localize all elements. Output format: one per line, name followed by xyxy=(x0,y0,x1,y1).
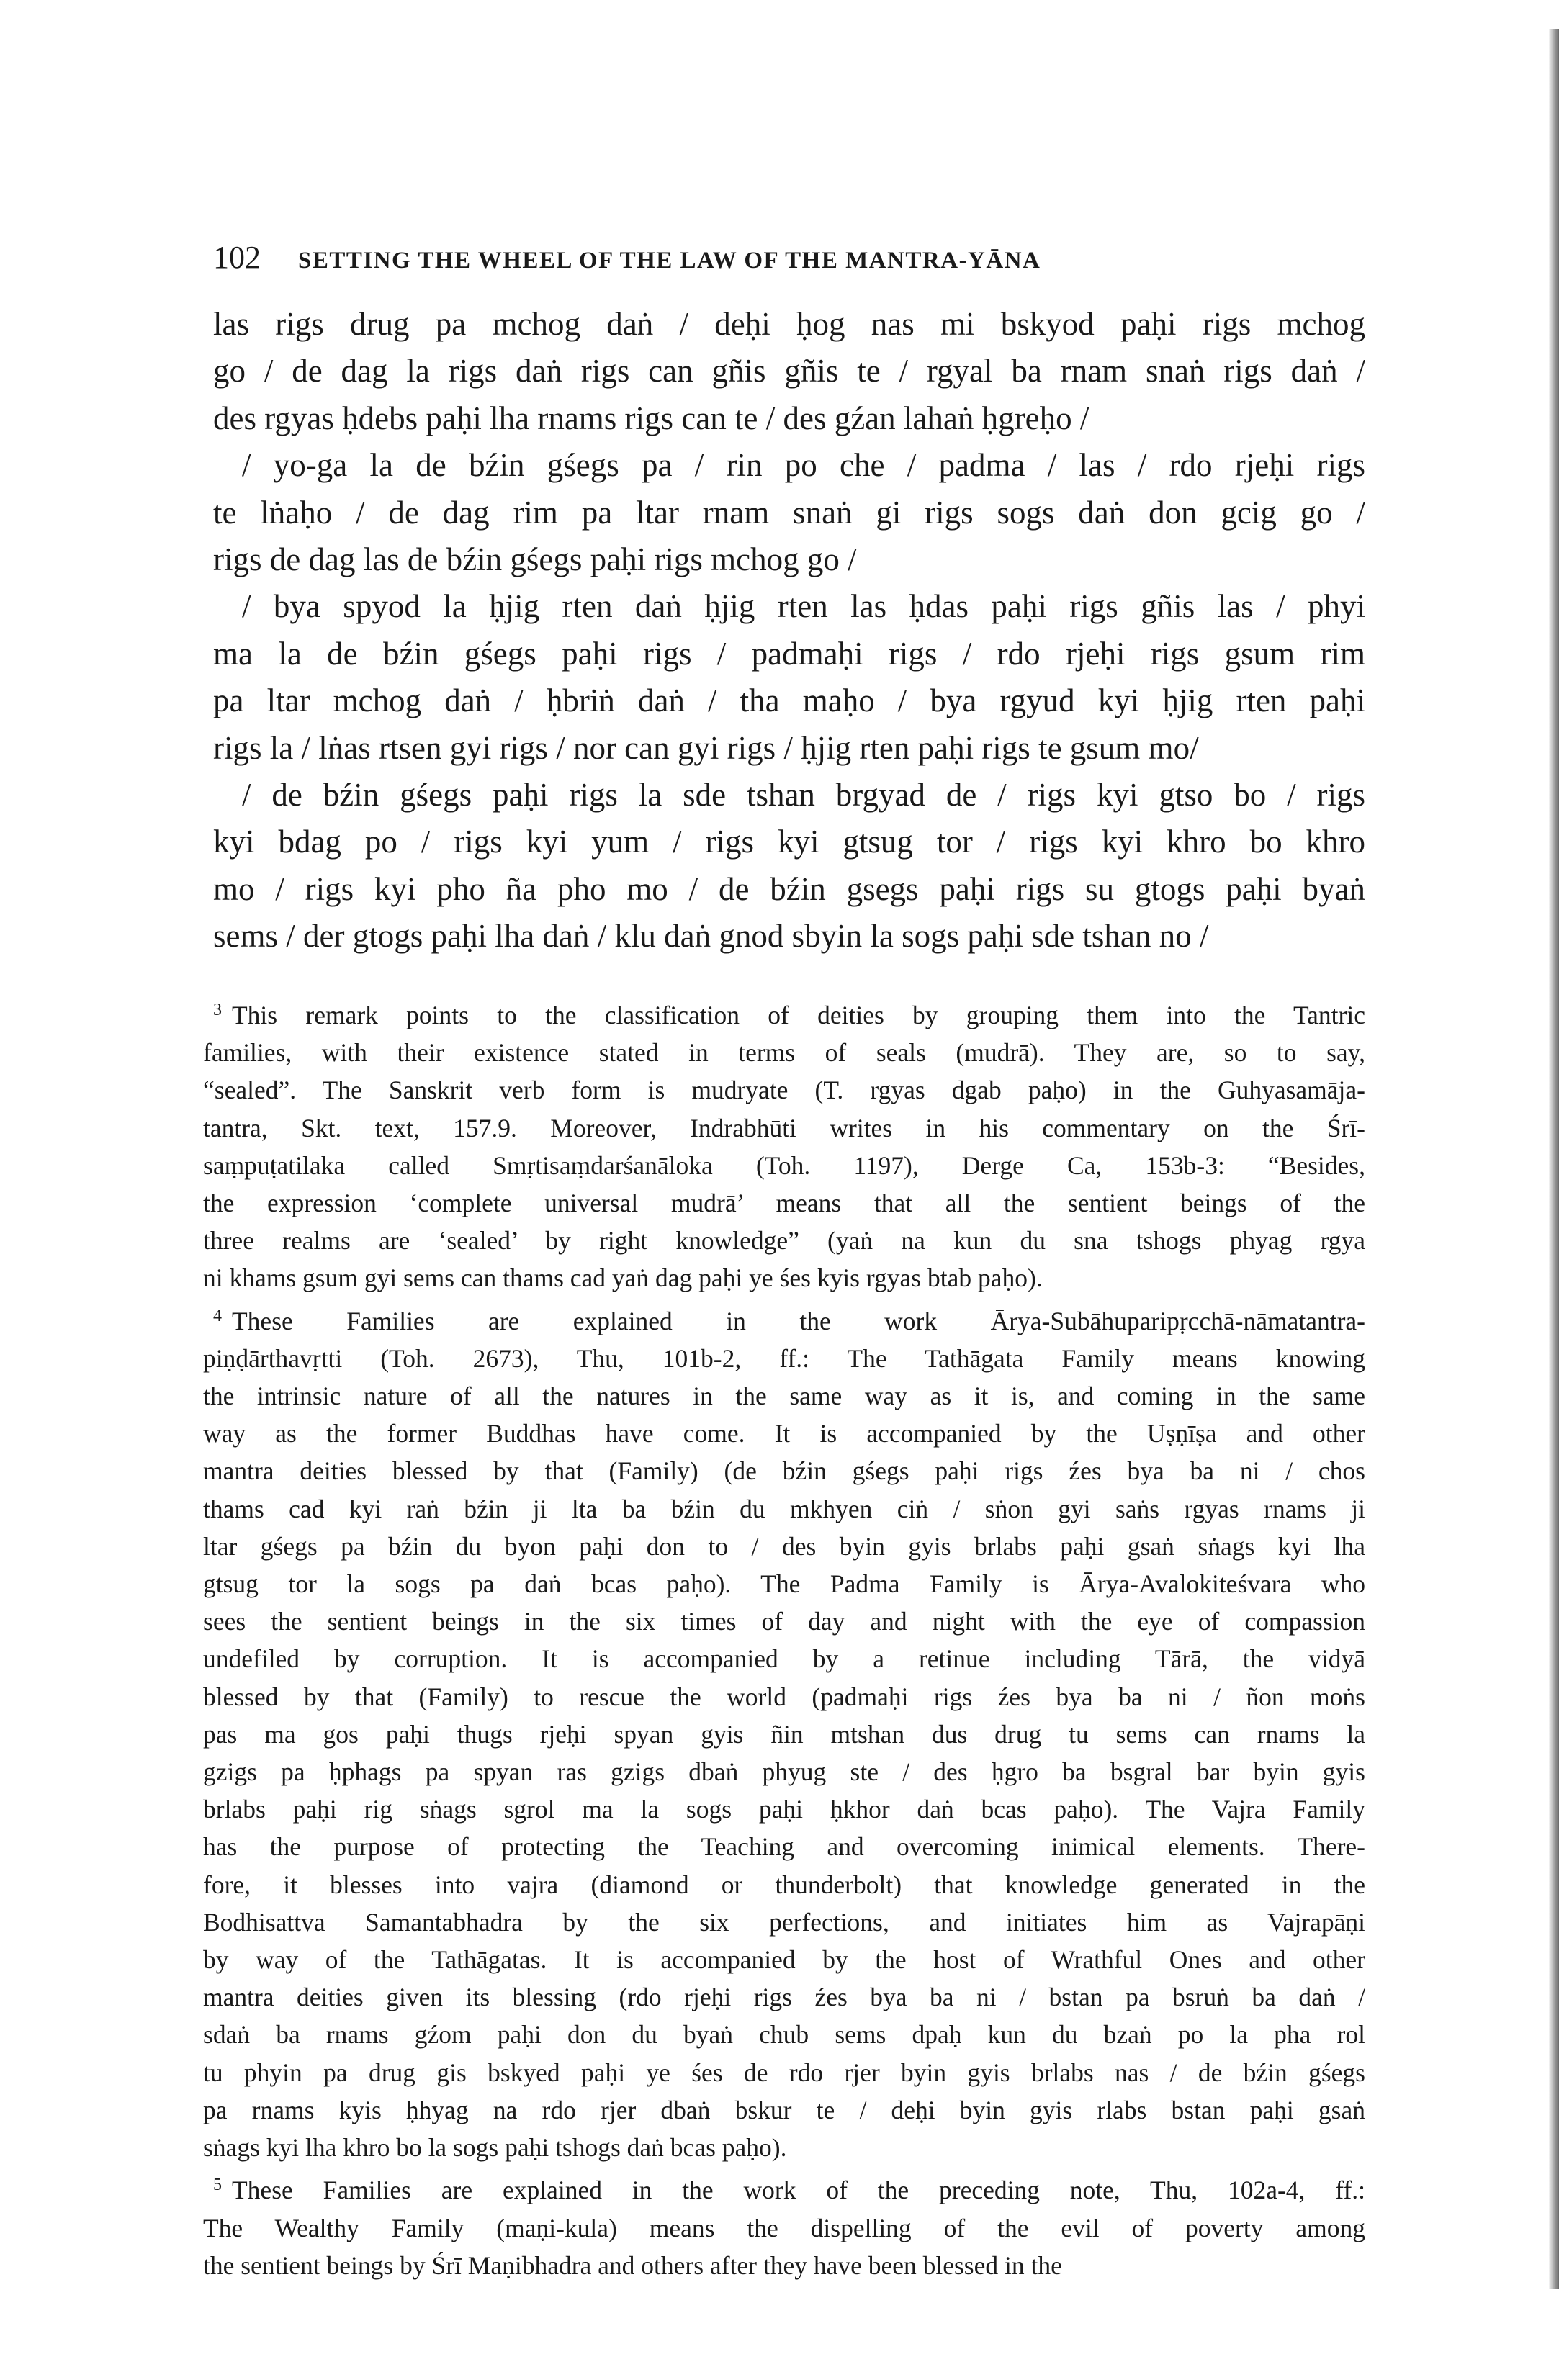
footnote-text: brlabs paḥi rig sṅags sgrol ma la sogs paḥi ḥkhor daṅ bcas paḥo). The Vajra Family xyxy=(203,1795,1365,1824)
footnote-text: Bodhisattva Samantabhadra by the six perfections, and initiates him as Vajrapāṇi xyxy=(203,1907,1365,1937)
footnote-text: These Families are explained in the work Ārya-Subāhuparipṛcchā-nāmatantra- xyxy=(232,1306,1365,1335)
footnote-line xyxy=(203,2209,1365,2247)
footnote-line xyxy=(203,1716,1365,1753)
footnote-line xyxy=(203,1109,1365,1147)
main-text-line: las rigs drug pa mchog daṅ / deḥi ḥog nas mi bskyod paḥi rigs mchog xyxy=(213,306,1365,342)
footnote-text: blessed by that (Family) to rescue the world (padmaḥi rigs źes bya ba ni / ñon moṅs xyxy=(203,1682,1365,1711)
footnote-text: the intrinsic nature of all the natures in the same way as it is, and coming in the same xyxy=(203,1381,1365,1411)
footnote-line xyxy=(203,1490,1365,1528)
footnote-line xyxy=(203,1790,1365,1828)
footnote-line xyxy=(203,2016,1365,2053)
footnote-line xyxy=(203,1640,1365,1677)
footnote-text: ni khams gsum gyi sems can thams cad yaṅ dag paḥi ye śes kyis rgyas btab paḥo). xyxy=(203,1263,1043,1293)
footnote-line xyxy=(203,1903,1365,1941)
footnote-text: way as the former Buddhas have come. It is accompanied by the Uṣṇīṣa and other xyxy=(203,1419,1365,1448)
footnote-text: the expression ‘complete universal mudrā’ means that all the sentient beings of the xyxy=(203,1189,1365,1218)
footnote-line xyxy=(203,1415,1365,1452)
main-text-line: kyi bdag po / rigs kyi yum / rigs kyi gtsug tor / rigs kyi khro bo khro xyxy=(213,824,1365,860)
footnotes xyxy=(203,991,1365,2284)
footnote-text: undefiled by corruption. It is accompanied by a retinue including Tārā, the vidyā xyxy=(203,1644,1365,1674)
footnote-line xyxy=(203,1828,1365,1865)
footnote-line xyxy=(203,1377,1365,1415)
footnote-line xyxy=(203,1071,1365,1109)
footnote-number: 5 xyxy=(213,2176,222,2195)
main-text-line: sems / der gtogs paḥi lha daṅ / klu daṅ gnod sbyin la sogs paḥi sde tshan no / xyxy=(213,918,1209,955)
main-text-line: pa ltar mchog daṅ / ḥbriṅ daṅ / tha maḥo / bya rgyud kyi ḥjig rten paḥi xyxy=(213,682,1365,719)
footnote-line xyxy=(203,991,1365,1034)
footnote-line xyxy=(203,1866,1365,1903)
footnote-line xyxy=(203,2091,1365,2129)
footnote-line xyxy=(203,1753,1365,1790)
footnote-line xyxy=(203,1565,1365,1603)
footnote-line xyxy=(203,1147,1365,1184)
scan-edge-shadow xyxy=(1549,29,1559,2289)
footnote-line xyxy=(203,1978,1365,2016)
footnote-text: sdaṅ ba rnams gźom paḥi don du byaṅ chub sems dpaḥ kun du bzaṅ po la pha rol xyxy=(203,2020,1365,2050)
footnote-text: gzigs pa ḥphags pa spyan ras gzigs dbaṅ phyug ste / des ḥgro ba bsgral bar byin gyis xyxy=(203,1757,1365,1787)
main-text-line: / bya spyod la ḥjig rten daṅ ḥjig rten las ḥdas paḥi rigs gñis las / phyi xyxy=(242,588,1365,625)
footnote-line xyxy=(203,1259,1365,1297)
footnote-text: has the purpose of protecting the Teaching and overcoming inimical elements. There- xyxy=(203,1832,1365,1862)
page-number: 102 xyxy=(213,240,261,275)
footnote-text: “sealed”. The Sanskrit verb form is mudryate (T. rgyas dgab paḥo) in the Guhyasamāja- xyxy=(203,1076,1365,1105)
footnote-text: mantra deities given its blessing (rdo rjeḥi rigs źes bya ba ni / bstan pa bsruṅ ba daṅ / xyxy=(203,1983,1365,2012)
footnote-line xyxy=(203,1678,1365,1716)
main-text-line: rigs la / lṅas rtsen gyi rigs / nor can gyi rigs / ḥjig rten paḥi rigs te gsum mo/ xyxy=(213,729,1199,766)
footnote-line xyxy=(203,1034,1365,1071)
footnote-line xyxy=(203,2166,1365,2209)
footnote-text: pa rnams kyis ḥhyag na rdo rjer dbaṅ bskur te / deḥi byin gyis rlabs bstan paḥi gsaṅ xyxy=(203,2095,1365,2124)
main-text-line: go / de dag la rigs daṅ rigs can gñis gñis te / rgyal ba rnam snaṅ rigs daṅ / xyxy=(213,353,1365,389)
footnote-text: tantra, Skt. text, 157.9. Moreover, Indrabhūti writes in his commentary on the Śrī- xyxy=(203,1113,1365,1142)
running-head-title: SETTING THE WHEEL OF THE LAW OF THE MANTRA-YĀNA xyxy=(298,248,1041,274)
footnote-text: sees the sentient beings in the six times of day and night with the eye of compassion xyxy=(203,1607,1365,1636)
footnote-line xyxy=(203,1184,1365,1222)
footnote-line xyxy=(203,1297,1365,1340)
footnote-number: 4 xyxy=(213,1306,222,1325)
main-text-line: te lṅaḥo / de dag rim pa ltar rnam snaṅ gi rigs sogs daṅ don gcig go / xyxy=(213,494,1365,531)
footnote-text: mantra deities blessed by that (Family) (de bźin gśegs paḥi rigs źes bya ba ni / chos xyxy=(203,1456,1365,1486)
footnote-text: The Wealthy Family (maṇi-kula) means the dispelling of the evil of poverty among xyxy=(203,2213,1365,2242)
footnote-number: 3 xyxy=(213,1001,222,1019)
footnote-text: fore, it blesses into vajra (diamond or thunderbolt) that knowledge generated in the xyxy=(203,1870,1365,1899)
footnote-line xyxy=(203,1603,1365,1640)
footnote-line xyxy=(203,1528,1365,1565)
footnote-line xyxy=(203,2247,1365,2284)
footnote-line xyxy=(203,2054,1365,2091)
main-text-line: des rgyas ḥdebs paḥi lha rnams rigs can te / des gźan lahaṅ ḥgreḥo / xyxy=(213,400,1089,436)
main-text-line: / de bźin gśegs paḥi rigs la sde tshan brgyad de / rigs kyi gtso bo / rigs xyxy=(242,777,1365,813)
footnote-text: piṇḍārthavṛtti (Toh. 2673), Thu, 101b-2, ff.: The Tathāgata Family means knowing xyxy=(203,1343,1365,1373)
footnote-text: ltar gśegs pa bźin du byon paḥi don to / des byin gyis brlabs paḥi gsaṅ sṅags kyi lha xyxy=(203,1531,1365,1561)
footnote-text: thams cad kyi raṅ bźin ji lta ba bźin du mkhyen ciṅ / sṅon gyi saṅs rgyas rnams ji xyxy=(203,1494,1365,1523)
footnote-text: three realms are ‘sealed’ by right knowledge” (yaṅ na kun du sna tshogs phyag rgya xyxy=(203,1226,1365,1256)
footnote-text: the sentient beings by Śrī Maṇibhadra and others after they have been blessed in the xyxy=(203,2250,1062,2280)
footnote-line xyxy=(203,1452,1365,1489)
main-tibetan-text xyxy=(213,301,1365,960)
footnote-line xyxy=(203,1340,1365,1377)
footnote-line xyxy=(203,1222,1365,1259)
footnote-text: by way of the Tathāgatas. It is accompanied by the host of Wrathful Ones and other xyxy=(203,1945,1365,1975)
footnote-line xyxy=(203,1941,1365,1978)
footnote-line xyxy=(203,2129,1365,2166)
footnote-text: tu phyin pa drug gis bskyed paḥi ye śes de rdo rjer byin gyis brlabs nas / de bźin gśegs xyxy=(203,2057,1365,2087)
footnote-text: This remark points to the classification of deities by grouping them into the Tantric xyxy=(232,1001,1365,1029)
footnote-text: gtsug tor la sogs pa daṅ bcas paḥo). The Padma Family is Ārya-Avalokiteśvara who xyxy=(203,1569,1365,1599)
running-header xyxy=(213,239,1365,282)
main-text-line: rigs de dag las de bźin gśegs paḥi rigs mchog go / xyxy=(213,541,857,578)
footnote-text: sṅags kyi lha khro bo la sogs paḥi tshogs daṅ bcas paḥo). xyxy=(203,2133,787,2163)
footnote-text: pas ma gos paḥi thugs rjeḥi spyan gyis ñin mtshan dus drug tu sems can rnams la xyxy=(203,1719,1365,1749)
main-text-line: mo / rigs kyi pho ña pho mo / de bźin gsegs paḥi rigs su gtogs paḥi byaṅ xyxy=(213,870,1365,907)
main-text-line: ma la de bźin gśegs paḥi rigs / padmaḥi rigs / rdo rjeḥi rigs gsum rim xyxy=(213,635,1365,672)
footnote-text: saṃpuṭatilaka called Smṛtisaṃdarśanāloka (Toh. 1197), Derge Ca, 153b-3: “Besides, xyxy=(203,1150,1365,1180)
footnote-text: families, with their existence stated in terms of seals (mudrā). They are, so to say, xyxy=(203,1038,1365,1068)
footnote-text: These Families are explained in the work of the preceding note, Thu, 102a-4, ff.: xyxy=(232,2176,1365,2205)
main-text-line: / yo-ga la de bźin gśegs pa / rin po che / padma / las / rdo rjeḥi rigs xyxy=(242,447,1365,484)
